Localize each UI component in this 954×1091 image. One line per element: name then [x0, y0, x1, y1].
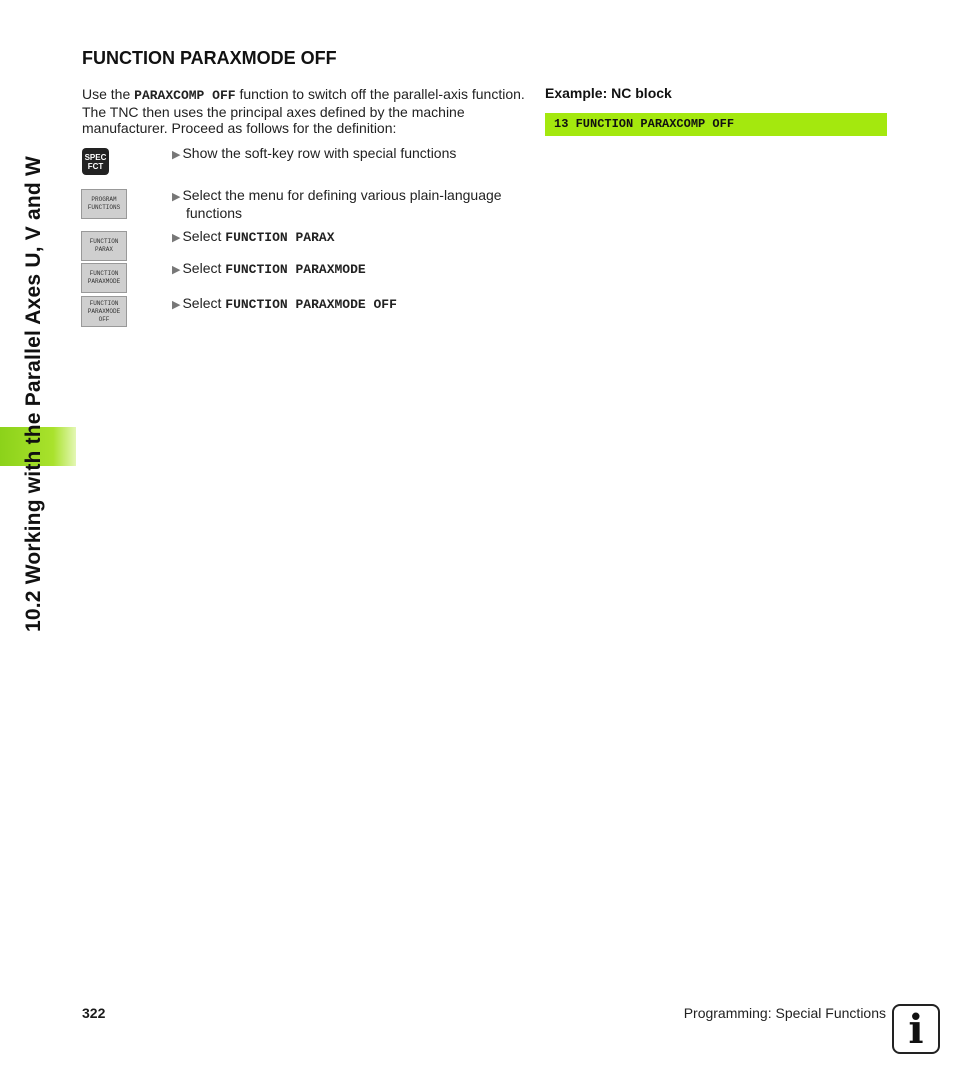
function-paraxmode-softkey[interactable]: FUNCTION PARAXMODE: [81, 263, 127, 293]
arrow-right-icon: ▶: [172, 149, 181, 161]
arrow-right-icon: ▶: [172, 191, 181, 203]
program-functions-softkey[interactable]: PROGRAM FUNCTIONS: [81, 189, 127, 219]
step-item: ▶ Select FUNCTION PARAXMODE OFF: [172, 295, 397, 312]
section-heading: FUNCTION PARAXMODE OFF: [82, 48, 337, 68]
function-parax-softkey[interactable]: FUNCTION PARAX: [81, 231, 127, 261]
step-item: ▶ Select FUNCTION PARAX: [172, 228, 335, 245]
example-label: Example: NC block: [545, 85, 672, 101]
arrow-right-icon: ▶: [172, 264, 181, 276]
arrow-right-icon: ▶: [172, 232, 181, 244]
step-item: ▶ Select the menu for defining various plain-language functions: [172, 187, 502, 221]
intro-paragraph: Use the PARAXCOMP OFF function to switch off the parallel-axis function. The TNC then uses the principal axes defined by the machine manufacturer. Proceed as follows for the definition:: [82, 86, 525, 136]
nc-block-example: 13 FUNCTION PARAXCOMP OFF: [545, 113, 887, 136]
intro-code: PARAXCOMP OFF: [134, 88, 236, 103]
page-number: 322: [82, 1005, 106, 1021]
info-icon: i: [892, 1004, 940, 1054]
chapter-side-title: [22, 0, 56, 640]
function-paraxmode-off-softkey[interactable]: FUNCTION PARAXMODE OFF: [81, 296, 127, 327]
step-item: ▶ Show the soft-key row with special functions: [172, 145, 457, 161]
spec-fct-key[interactable]: SPEC FCT: [82, 148, 109, 175]
footer-section-title: Programming: Special Functions: [683, 1005, 886, 1021]
chapter-title-text: 10.2 Working with the Parallel Axes U, V and W: [22, 156, 45, 632]
step-item: ▶ Select FUNCTION PARAXMODE: [172, 260, 366, 277]
arrow-right-icon: ▶: [172, 299, 181, 311]
